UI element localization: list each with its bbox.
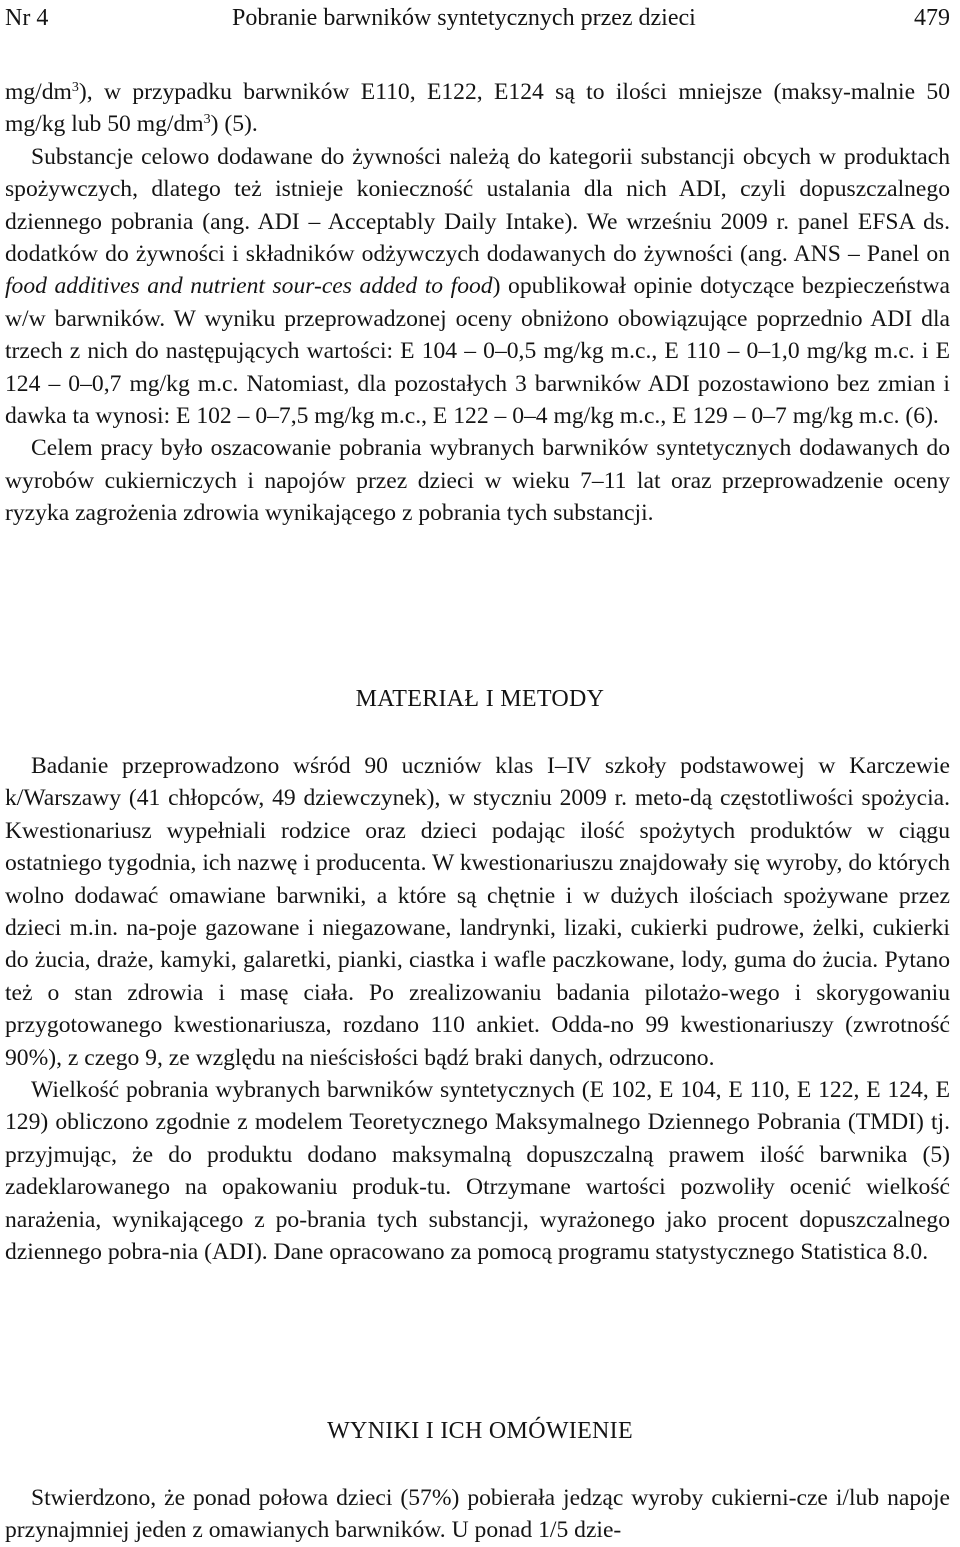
issue-number: Nr 4 xyxy=(5,5,49,31)
paragraph: Stwierdzono, że ponad połowa dzieci (57%) pobierała jedząc wyroby cukierni-cze i/lub napoje przynajmniej jeden z omawianych barwników. U ponad 1/5 dzie- xyxy=(5,1485,950,1544)
section-heading-results: WYNIKI I ICH OMÓWIENIE xyxy=(327,1418,633,1444)
text-run: Substancje celowo dodawane do żywności należą do kategorii substancji obcych w produktach spożywczych, dlatego też istnieje konieczność ustalania dla nich ADI, czyli dopuszczalnego dziennego pobrania (ang. ADI – Acceptably Daily Intake). We wrześniu 2009 r. panel EFSA ds. dodatków do żywności i składników odżywczych dodawanych do żywności (ang. ANS – Panel on xyxy=(5,143,950,268)
text-run: ) (5). xyxy=(210,111,258,138)
italic-text: food additives and nutrient sour-ces added to food xyxy=(5,273,493,300)
superscript: 3 xyxy=(203,112,211,128)
paragraph: Badanie przeprowadzono wśród 90 uczniów klas I–IV szkoły podstawowej w Karczewie k/Warszawy (41 chłopców, 49 dziewczynek), w styczniu 2009 r. meto-dą częstotliwości spożycia. Kwestionariusz wypełniali rodzice oraz dzieci podając ilość spożytych produktów w ciągu ostatniego tygodnia, ich nazwę i producenta. W kwestionariuszu znajdowały się wyroby, do których wolno dodawać omawiane barwniki, a które są chętnie i w dużych ilościach spożywane przez dzieci m.in. na-poje gazowane i niegazowane, landrynki, lizaki, cukierki pudrowe, żelki, cukierki do żucia, draże, kamyki, galaretki, pianki, ciastka i wafle paczkowane, lody, guma do żucia. Pytano też o stan zdrowia i masę ciała. Po zrealizowaniu badania pilotażo-wego i skorygowaniu przygotowanego kwestionariusza, rozdano 110 ankiet. Odda-no 99 kwestionariuszy (zwrotność 90%), z czego 9, ze względu na nieścisłości bądź braki danych, odrzucono. xyxy=(5,753,950,1071)
paragraph: Celem pracy było oszacowanie pobrania wybranych barwników syntetycznych dodawanych do wyrobów cukierniczych i napojów przez dzieci w wieku 7–11 lat oraz przeprowadzenie oceny ryzyka zagrożenia zdrowia wynikającego z pobrania tych substancji. xyxy=(5,435,950,527)
results-section xyxy=(5,1482,950,1547)
section-heading-methods: MATERIAŁ I METODY xyxy=(355,686,605,712)
running-header xyxy=(5,2,950,34)
running-title: Pobranie barwników syntetycznych przez dzieci xyxy=(232,5,696,31)
page-number: 479 xyxy=(914,5,950,31)
paragraph xyxy=(5,141,950,433)
superscript: 3 xyxy=(71,80,79,95)
text-run: ) opublikował opinie dotyczące bezpieczeństwa w/w barwników. W wyniku przeprowadzonej oceny obniżono obowiązujące poprzednio ADI dla trzech z nich do następujących wartości: E 104 – 0–0,5 mg/kg m.c., E 110 – 0–1,0 mg/kg m.c. i E 124 – 0–0,7 mg/kg m.c. Natomiast, dla pozostałych 3 barwników ADI pozostawiono bez zmian i dawka ta wynosi: E 102 – 0–7,5 mg/kg m.c., E 122 – 0–4 mg/kg m.c., E 129 – 0–7 mg/kg m.c. (6). xyxy=(5,273,950,430)
text-run: mg/dm xyxy=(5,79,72,105)
intro-section xyxy=(5,76,950,530)
methods-section xyxy=(5,750,950,1269)
paragraph: Wielkość pobrania wybranych barwników syntetycznych (E 102, E 104, E 110, E 122, E 124, E 129) obliczono zgodnie z modelem Teoretycznego Maksymalnego Dziennego Pobrania (TMDI) tj. przyjmując, że do produktu dodano maksymalną dopuszczalną prawem ilość barwnika (5) zadeklarowanego na opakowaniu produk-tu. Otrzymane wartości pozwoliły ocenić wielkość narażenia, wynikającego z po-brania tych substancji, wyrażonego jako procent dopuszczalnego dziennego pobra-nia (ADI). Dane opracowano za pomocą programu statystycznego Statistica 8.0. xyxy=(5,1077,950,1266)
text-run: ), w przypadku barwników E110, E122, E124 są to ilości mniejsze (maksy-malnie 50 mg/kg lub 50 mg/dm xyxy=(5,79,950,138)
paragraph xyxy=(5,76,950,141)
